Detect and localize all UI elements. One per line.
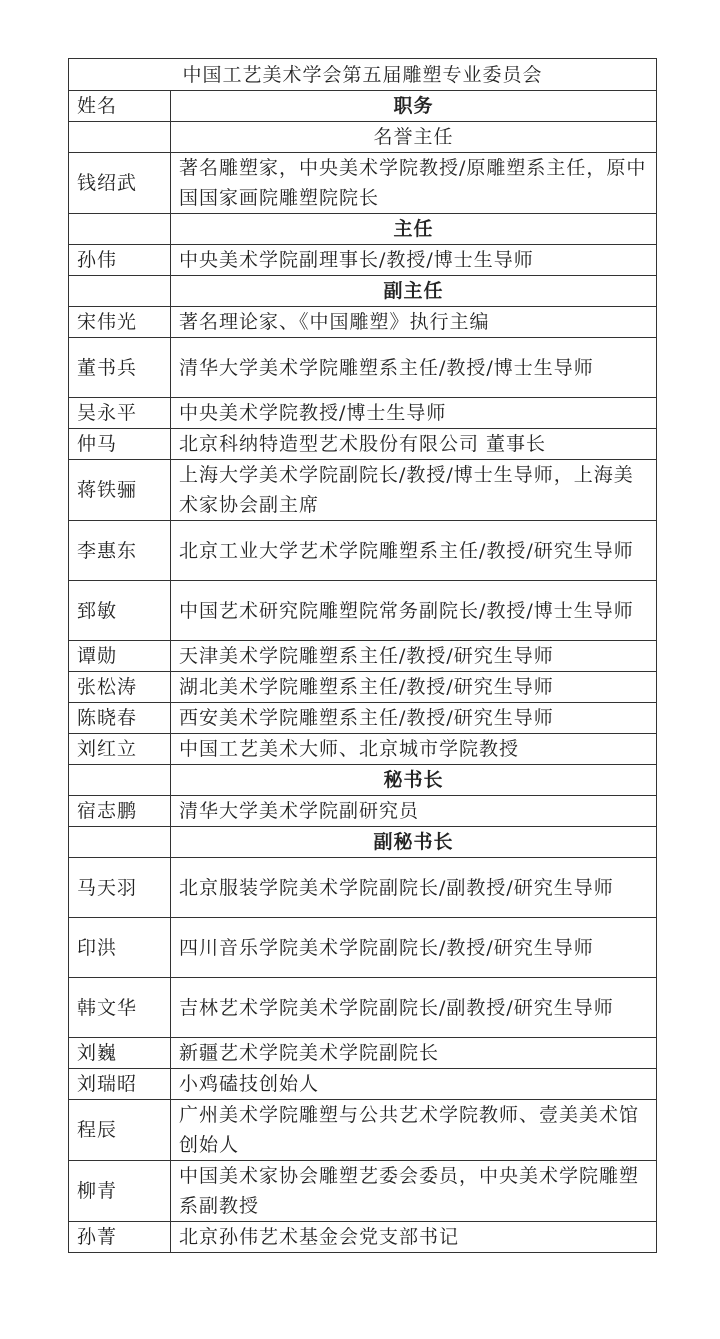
table-row [69, 858, 657, 918]
section-title: 主任 [171, 214, 657, 245]
table-row [69, 460, 657, 521]
table-row [69, 1161, 657, 1222]
member-duty: 中国艺术研究院雕塑院常务副院长/教授/博士生导师 [171, 581, 657, 641]
section-row [69, 765, 657, 796]
member-name: 吴永平 [69, 398, 171, 429]
table-row [69, 734, 657, 765]
table-title: 中国工艺美术学会第五届雕塑专业委员会 [69, 59, 657, 91]
section-blank-cell [69, 827, 171, 858]
table-row [69, 918, 657, 978]
member-duty: 清华大学美术学院副研究员 [171, 796, 657, 827]
member-name: 张松涛 [69, 672, 171, 703]
member-duty: 新疆艺术学院美术学院副院长 [171, 1038, 657, 1069]
member-duty: 中央美术学院副理事长/教授/博士生导师 [171, 245, 657, 276]
section-blank-cell [69, 276, 171, 307]
table-row [69, 703, 657, 734]
member-name: 宋伟光 [69, 307, 171, 338]
section-blank-cell [69, 122, 171, 153]
section-blank-cell [69, 765, 171, 796]
member-name: 刘巍 [69, 1038, 171, 1069]
table-title-row [69, 59, 657, 91]
member-duty: 北京科纳特造型艺术股份有限公司 董事长 [171, 429, 657, 460]
table-row [69, 796, 657, 827]
member-name: 董书兵 [69, 338, 171, 398]
committee-roster-sheet [68, 58, 656, 1253]
table-row [69, 978, 657, 1038]
table-row [69, 429, 657, 460]
table-row [69, 338, 657, 398]
member-duty: 清华大学美术学院雕塑系主任/教授/博士生导师 [171, 338, 657, 398]
table-row [69, 1100, 657, 1161]
member-name: 孙菁 [69, 1222, 171, 1253]
header-duty: 职务 [171, 91, 657, 122]
table-row [69, 521, 657, 581]
member-duty: 吉林艺术学院美术学院副院长/副教授/研究生导师 [171, 978, 657, 1038]
section-row [69, 122, 657, 153]
member-name: 郅敏 [69, 581, 171, 641]
member-duty: 上海大学美术学院副院长/教授/博士生导师，上海美术家协会副主席 [171, 460, 657, 521]
header-name: 姓名 [69, 91, 171, 122]
member-name: 钱绍武 [69, 153, 171, 214]
member-name: 陈晓春 [69, 703, 171, 734]
member-name: 仲马 [69, 429, 171, 460]
table-row [69, 245, 657, 276]
member-name: 宿志鹏 [69, 796, 171, 827]
committee-table [68, 58, 657, 1253]
section-row [69, 827, 657, 858]
table-row [69, 1222, 657, 1253]
member-duty: 四川音乐学院美术学院副院长/教授/研究生导师 [171, 918, 657, 978]
section-title: 秘书长 [171, 765, 657, 796]
section-title: 副主任 [171, 276, 657, 307]
member-name: 印洪 [69, 918, 171, 978]
section-row [69, 276, 657, 307]
member-name: 谭勋 [69, 641, 171, 672]
table-row [69, 307, 657, 338]
member-duty: 中央美术学院教授/博士生导师 [171, 398, 657, 429]
member-duty: 小鸡磕技创始人 [171, 1069, 657, 1100]
table-row [69, 1038, 657, 1069]
member-duty: 著名雕塑家，中央美术学院教授/原雕塑系主任，原中国国家画院雕塑院院长 [171, 153, 657, 214]
section-title: 名誉主任 [171, 122, 657, 153]
table-header-row [69, 91, 657, 122]
member-name: 蒋铁骊 [69, 460, 171, 521]
member-name: 马天羽 [69, 858, 171, 918]
member-duty: 湖北美术学院雕塑系主任/教授/研究生导师 [171, 672, 657, 703]
member-name: 程辰 [69, 1100, 171, 1161]
member-duty: 北京工业大学艺术学院雕塑系主任/教授/研究生导师 [171, 521, 657, 581]
member-duty: 广州美术学院雕塑与公共艺术学院教师、壹美美术馆创始人 [171, 1100, 657, 1161]
member-duty: 北京孙伟艺术基金会党支部书记 [171, 1222, 657, 1253]
section-row [69, 214, 657, 245]
section-title: 副秘书长 [171, 827, 657, 858]
member-duty: 中国工艺美术大师、北京城市学院教授 [171, 734, 657, 765]
section-blank-cell [69, 214, 171, 245]
table-row [69, 1069, 657, 1100]
member-name: 韩文华 [69, 978, 171, 1038]
table-row [69, 581, 657, 641]
member-duty: 天津美术学院雕塑系主任/教授/研究生导师 [171, 641, 657, 672]
table-row [69, 641, 657, 672]
member-duty: 中国美术家协会雕塑艺委会委员，中央美术学院雕塑系副教授 [171, 1161, 657, 1222]
table-row [69, 398, 657, 429]
member-duty: 西安美术学院雕塑系主任/教授/研究生导师 [171, 703, 657, 734]
table-row [69, 153, 657, 214]
member-name: 刘红立 [69, 734, 171, 765]
member-name: 孙伟 [69, 245, 171, 276]
member-duty: 北京服装学院美术学院副院长/副教授/研究生导师 [171, 858, 657, 918]
member-duty: 著名理论家、《中国雕塑》执行主编 [171, 307, 657, 338]
member-name: 李惠东 [69, 521, 171, 581]
table-row [69, 672, 657, 703]
member-name: 刘瑞昭 [69, 1069, 171, 1100]
member-name: 柳青 [69, 1161, 171, 1222]
